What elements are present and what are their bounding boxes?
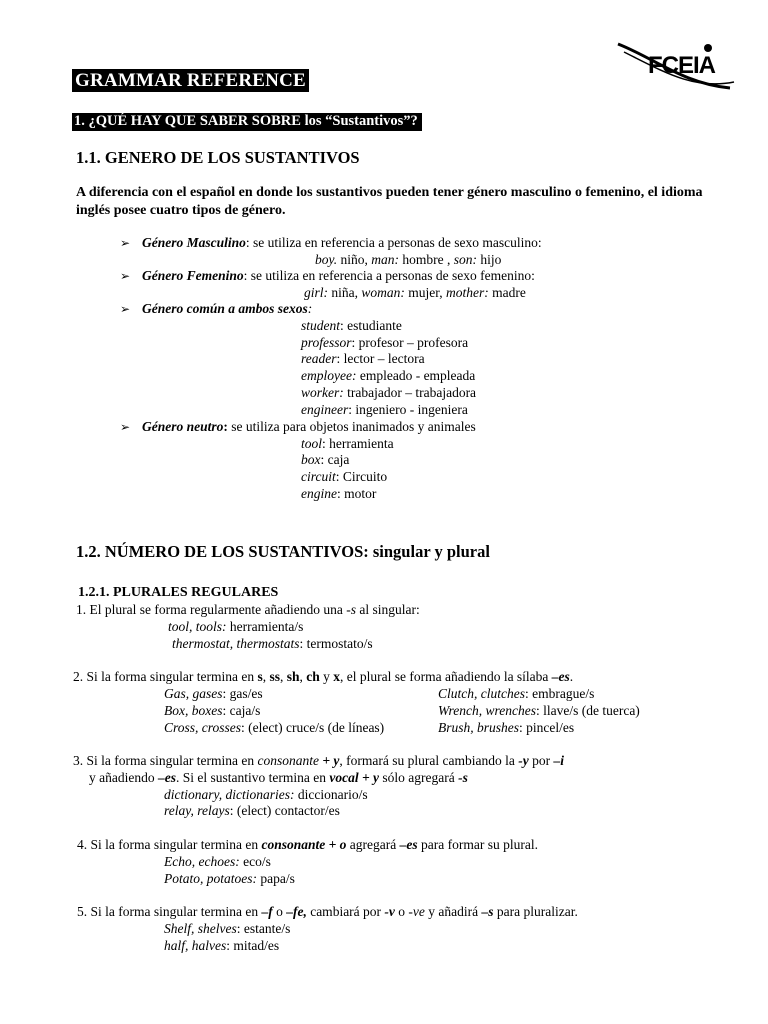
rule-suffix: –es xyxy=(551,669,570,684)
rule-suffix: –fe, xyxy=(286,904,307,919)
example-en: Echo, echoes: xyxy=(164,854,240,869)
example-en: student xyxy=(301,318,340,333)
common-example xyxy=(301,402,468,418)
rule-text: sólo agregará xyxy=(379,770,459,785)
example-es: niña, xyxy=(328,285,362,300)
example-en: dictionary, dictionaries: xyxy=(164,787,295,802)
neutral-example xyxy=(301,436,394,452)
example-es: : lector – lectora xyxy=(336,351,425,366)
number-heading: 1.2. NÚMERO DE LOS SUSTANTIVOS: singular y plural xyxy=(76,542,490,561)
example-es: : termostato/s xyxy=(299,636,373,651)
feminine-label: Género Femenino xyxy=(142,268,244,283)
rule-suffix: –es xyxy=(399,837,418,852)
arrow-bullet-icon: ➢ xyxy=(120,302,131,316)
example-es: mujer, xyxy=(404,285,446,300)
example-en: Box, boxes xyxy=(164,703,223,718)
sep: . xyxy=(569,669,574,684)
example-es: eco/s xyxy=(239,854,271,869)
rule-3-cont xyxy=(89,770,468,786)
masculine-examples xyxy=(315,252,501,268)
example-es: : embrague/s xyxy=(524,686,595,701)
rule-2-example xyxy=(164,720,384,736)
example-es: : caja xyxy=(320,452,350,467)
feminine-examples xyxy=(304,285,526,301)
colon: : xyxy=(223,419,228,434)
example-es: : estante/s xyxy=(236,921,291,936)
example-en: circuit xyxy=(301,469,336,484)
rule-text: 5. Si la forma singular termina en xyxy=(77,904,262,919)
rule-text: para pluralizar. xyxy=(493,904,578,919)
sep: , xyxy=(299,669,307,684)
rule-text: , formará su plural cambiando la xyxy=(339,753,519,768)
example-es: diccionario/s xyxy=(294,787,368,802)
example-en: son: xyxy=(453,252,478,267)
rule-term: consonante + o xyxy=(261,837,347,852)
rule-1-example xyxy=(168,619,303,635)
sep: y xyxy=(319,669,334,684)
example-es: : caja/s xyxy=(222,703,261,718)
example-es: : (elect) cruce/s (de líneas) xyxy=(241,720,385,735)
example-en: Brush, brushes xyxy=(438,720,520,735)
ending: ss xyxy=(269,669,280,684)
rule-2-example xyxy=(438,720,574,736)
rule-term: vocal + y xyxy=(329,770,380,785)
rule-suffix: –es xyxy=(157,770,176,785)
example-en: half, halves xyxy=(164,938,227,953)
example-en: boy. xyxy=(315,252,338,267)
example-en: Gas, gases xyxy=(164,686,223,701)
example-es: trabajador – trabajadora xyxy=(343,385,477,400)
neutral-example xyxy=(301,486,376,502)
rule-text: 1. El plural se forma regularmente añadiendo una xyxy=(76,602,347,617)
rule-5-example xyxy=(164,938,279,954)
example-en: Clutch, clutches xyxy=(438,686,525,701)
common-example xyxy=(301,318,402,334)
feminine-line xyxy=(120,268,535,284)
fceia-logo xyxy=(614,38,738,96)
common-line xyxy=(120,301,312,317)
ending: s xyxy=(257,669,263,684)
rule-text: por xyxy=(528,753,554,768)
example-en: Shelf, shelves xyxy=(164,921,237,936)
rule-suffix: -s xyxy=(346,602,357,617)
example-en: tool, tools: xyxy=(168,619,227,634)
neutral-example xyxy=(301,452,349,468)
neutral-label: Género neutro xyxy=(142,419,224,434)
rule-text: , el plural se forma añadiendo la sílaba xyxy=(340,669,552,684)
section-title: 1. ¿QUÉ HAY QUE SABER SOBRE los “Sustantivos”? xyxy=(72,113,422,131)
masculine-label: Género Masculino xyxy=(142,235,246,250)
gender-heading: 1.1. GENERO DE LOS SUSTANTIVOS xyxy=(76,148,360,167)
neutral-line xyxy=(120,419,476,435)
example-en: Wrench, wrenches xyxy=(438,703,536,718)
rule-text: o xyxy=(272,904,287,919)
rule-3 xyxy=(73,753,564,769)
common-example xyxy=(301,385,476,401)
rule-4-example xyxy=(164,871,295,887)
arrow-bullet-icon: ➢ xyxy=(120,236,131,250)
rule-3-example xyxy=(164,803,340,819)
example-es: papa/s xyxy=(257,871,295,886)
example-es: herramienta/s xyxy=(226,619,304,634)
rule-text: 2. Si la forma singular termina en xyxy=(73,669,258,684)
ending: sh xyxy=(286,669,300,684)
example-en: reader xyxy=(301,351,337,366)
rule-suffix: –s xyxy=(481,904,494,919)
rule-suffix: –f xyxy=(261,904,273,919)
arrow-bullet-icon: ➢ xyxy=(120,269,131,283)
rule-term: + y xyxy=(318,753,340,768)
example-es: : herramienta xyxy=(322,436,394,451)
rule-text: o xyxy=(394,904,409,919)
rule-2 xyxy=(73,669,573,685)
rule-text: al singular: xyxy=(356,602,420,617)
common-example xyxy=(301,335,468,351)
example-en: Cross, crosses xyxy=(164,720,242,735)
rule-5 xyxy=(77,904,578,920)
rule-4-example xyxy=(164,854,271,870)
example-en: Potato, potatoes: xyxy=(164,871,257,886)
example-es: madre xyxy=(488,285,526,300)
colon: : xyxy=(307,301,313,316)
example-en: girl: xyxy=(304,285,329,300)
example-es: : profesor – profesora xyxy=(351,335,469,350)
example-en: relay, relays xyxy=(164,803,230,818)
rule-text: 3. Si la forma singular termina en xyxy=(73,753,258,768)
rule-2-example xyxy=(164,686,263,702)
example-es: : Circuito xyxy=(335,469,388,484)
rule-2-example xyxy=(438,703,640,719)
example-es: hijo xyxy=(477,252,502,267)
example-en: professor xyxy=(301,335,352,350)
rule-text: agregará xyxy=(346,837,400,852)
example-es: : estudiante xyxy=(340,318,402,333)
example-es: : gas/es xyxy=(222,686,263,701)
neutral-desc: se utiliza para objetos inanimados y animales xyxy=(227,419,476,434)
masculine-line xyxy=(120,235,542,251)
example-es: : llave/s (de tuerca) xyxy=(535,703,640,718)
rule-text: para formar su plural. xyxy=(417,837,538,852)
rule-suffix: –i xyxy=(553,753,564,768)
rule-text: y añadiendo xyxy=(89,770,158,785)
sep: , xyxy=(262,669,270,684)
example-en: engine xyxy=(301,486,337,501)
rule-text: y añadirá xyxy=(424,904,482,919)
feminine-desc: : se utiliza en referencia a personas de sexo femenino: xyxy=(243,268,535,283)
example-en: box xyxy=(301,452,321,467)
example-es: : ingeniero - ingeniera xyxy=(348,402,468,417)
example-en: worker: xyxy=(301,385,344,400)
rule-text: 4. Si la forma singular termina en xyxy=(77,837,262,852)
rule-suffix: -ve xyxy=(408,904,425,919)
example-en: thermostat, thermostats xyxy=(172,636,300,651)
example-en: mother: xyxy=(445,285,489,300)
rule-1 xyxy=(76,602,420,618)
arrow-bullet-icon: ➢ xyxy=(120,420,131,434)
example-en: employee: xyxy=(301,368,357,383)
example-en: tool xyxy=(301,436,323,451)
gender-intro: A diferencia con el español en donde los sustantivos pueden tener género masculino o femenino, el idioma inglés posee cuatro tipos de género. xyxy=(76,185,703,218)
example-es: : mitad/es xyxy=(226,938,280,953)
regular-plurals-heading: 1.2.1. PLURALES REGULARES xyxy=(78,585,279,600)
example-es: empleado - empleada xyxy=(356,368,476,383)
sep: , xyxy=(279,669,287,684)
example-en: woman: xyxy=(361,285,405,300)
rule-text: cambiará por xyxy=(306,904,385,919)
rule-term: consonante xyxy=(257,753,319,768)
rule-3-example xyxy=(164,787,368,803)
example-en: engineer xyxy=(301,402,349,417)
example-es: : (elect) contactor/es xyxy=(229,803,340,818)
page-title: GRAMMAR REFERENCE xyxy=(72,69,309,92)
rule-4 xyxy=(77,837,538,853)
example-es: : pincel/es xyxy=(519,720,575,735)
rule-2-example xyxy=(438,686,594,702)
rule-5-example xyxy=(164,921,290,937)
example-es: niño, xyxy=(337,252,372,267)
rule-1-example xyxy=(172,636,373,652)
rule-suffix: -s xyxy=(458,770,468,785)
common-label: Género común a ambos sexos xyxy=(142,301,308,316)
rule-text: . Si el sustantivo termina en xyxy=(175,770,330,785)
example-es: : motor xyxy=(337,486,377,501)
masculine-desc: : se utiliza en referencia a personas de sexo masculino: xyxy=(245,235,542,250)
example-en: man: xyxy=(371,252,400,267)
rule-2-example xyxy=(164,703,260,719)
logo-text: FCEIA xyxy=(648,52,715,79)
rule-suffix: -y xyxy=(518,753,529,768)
example-es: hombre , xyxy=(399,252,454,267)
common-example xyxy=(301,368,475,384)
ending: ch xyxy=(306,669,320,684)
rule-suffix: -v xyxy=(384,904,395,919)
ending: x xyxy=(333,669,340,684)
neutral-example xyxy=(301,469,387,485)
common-example xyxy=(301,351,425,367)
